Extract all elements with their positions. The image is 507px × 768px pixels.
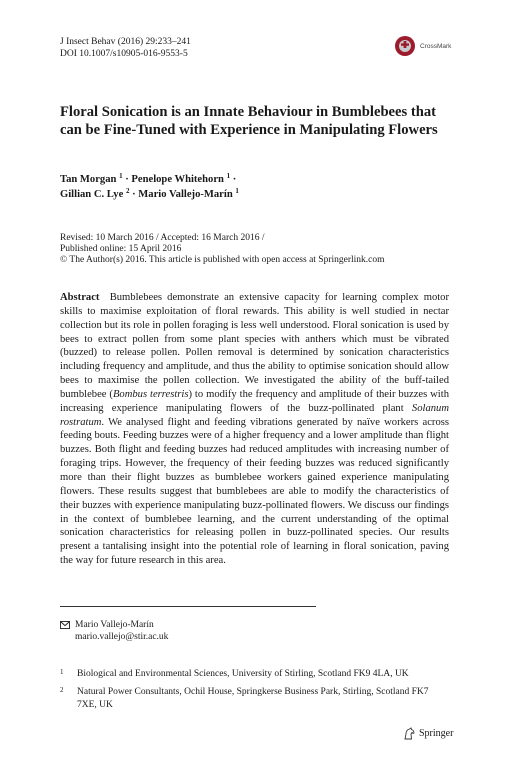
author-affiliation-marker: 1 <box>119 172 123 180</box>
crossmark-label: CrossMark <box>420 42 452 50</box>
affiliation <box>60 668 449 681</box>
journal-citation <box>60 37 191 60</box>
author-name: Penelope Whitehorn <box>131 174 224 185</box>
abstract-text: ) to modify the frequency and amplitude of their buzzes with increasing experience manipulating flowers of the buzz-pollinated plant <box>60 388 449 414</box>
author-affiliation-marker: 1 <box>235 187 239 195</box>
abstract <box>60 291 449 568</box>
doi-line: DOI 10.1007/s10905-016-9553-5 <box>60 48 188 59</box>
author-name: Mario Vallejo-Marín <box>138 189 233 200</box>
crossmark-icon <box>394 35 416 57</box>
springer-horse-icon <box>403 727 416 740</box>
envelope-icon <box>60 621 70 629</box>
affiliation-text: Natural Power Consultants, Ochil House, Springkerse Business Park, Stirling, Scotland FK7 7XE, UK <box>77 687 429 710</box>
corresponding-author-email[interactable]: mario.vallejo@stir.ac.uk <box>75 632 169 642</box>
author-affiliation-marker: 1 <box>226 172 231 180</box>
affiliation-number: 1 <box>60 668 64 676</box>
author-name: Tan Morgan <box>60 174 117 185</box>
affiliation-number: 2 <box>60 686 64 694</box>
corresponding-author-name: Mario Vallejo-Marín <box>75 620 154 630</box>
revised-accepted-line: Revised: 10 March 2016 / Accepted: 16 March 2016 / <box>60 233 265 243</box>
author-separator: · <box>230 174 237 185</box>
species-name: Solanum rostratum <box>60 402 449 428</box>
affiliation <box>60 686 449 711</box>
footnote-divider <box>60 606 316 607</box>
copyright-line: © The Author(s) 2016. This article is published with open access at Springerlink.com <box>60 255 385 265</box>
abstract-text: Bumblebees demonstrate an extensive capacity for learning complex motor skills to maximise exploitation of floral rewards. This ability is well studied in nectar collection but its role in pollen foraging is less well understood. Floral sonication is used by bees to extract pollen from some plant species with anthers which must be vibrated (buzzed) to release pollen. Pollen removal is determined by sonication characteristics including frequency and amplitude, and thus the ability to optimise sonication should allow bees to maximise the pollen collection. We investigated the ability of the buff-tailed bumblebee ( <box>60 292 450 400</box>
abstract-label: Abstract <box>60 292 100 303</box>
journal-line: J Insect Behav (2016) 29:233–241 <box>60 37 191 47</box>
crossmark-badge[interactable] <box>394 35 451 57</box>
publisher-logo <box>403 727 453 740</box>
species-name: Bombus terrestris <box>112 388 189 400</box>
article-title: Floral Sonication is an Innate Behaviour in Bumblebees that can be Fine-Tuned with Experience in Manipulating Flowers <box>60 104 438 138</box>
author-separator: · <box>122 174 132 185</box>
publisher-name: Springer <box>419 728 454 739</box>
author-affiliation-marker: 2 <box>125 187 130 195</box>
affiliation-text: Biological and Environmental Sciences, University of Stirling, Scotland FK9 4LA, UK <box>77 669 409 679</box>
author-separator: · <box>129 189 139 200</box>
abstract-text: . We analysed flight and feeding vibrations generated by naïve workers across feeding bouts. Feeding buzzes were of a higher frequency and a lower amplitude than flight buzzes. Both flight and feeding buzzes had reduced amplitudes with increasing number of foraging trips. However, the frequency of their feeding buzzes was reduced significantly more than their flight buzzes as bumblebee workers gained experience manipulating flowers. These results suggest that bumblebees are able to modify the characteristics of their buzzes with experience manipulating buzz-pollinated flowers. We discuss our findings in the context of bumblebee learning, and the current understanding of the optimal sonication characteristics for releasing pollen in buzz-pollinated species. Our results present a tantalising insight into the potential role of learning in floral sonication, paving the way for future research in this area. <box>60 416 449 567</box>
author-name: Gillian C. Lye <box>60 189 124 200</box>
corresponding-author <box>60 619 168 643</box>
publication-history <box>60 233 385 266</box>
published-online-line: Published online: 15 April 2016 <box>60 244 182 254</box>
author-list <box>60 172 450 202</box>
